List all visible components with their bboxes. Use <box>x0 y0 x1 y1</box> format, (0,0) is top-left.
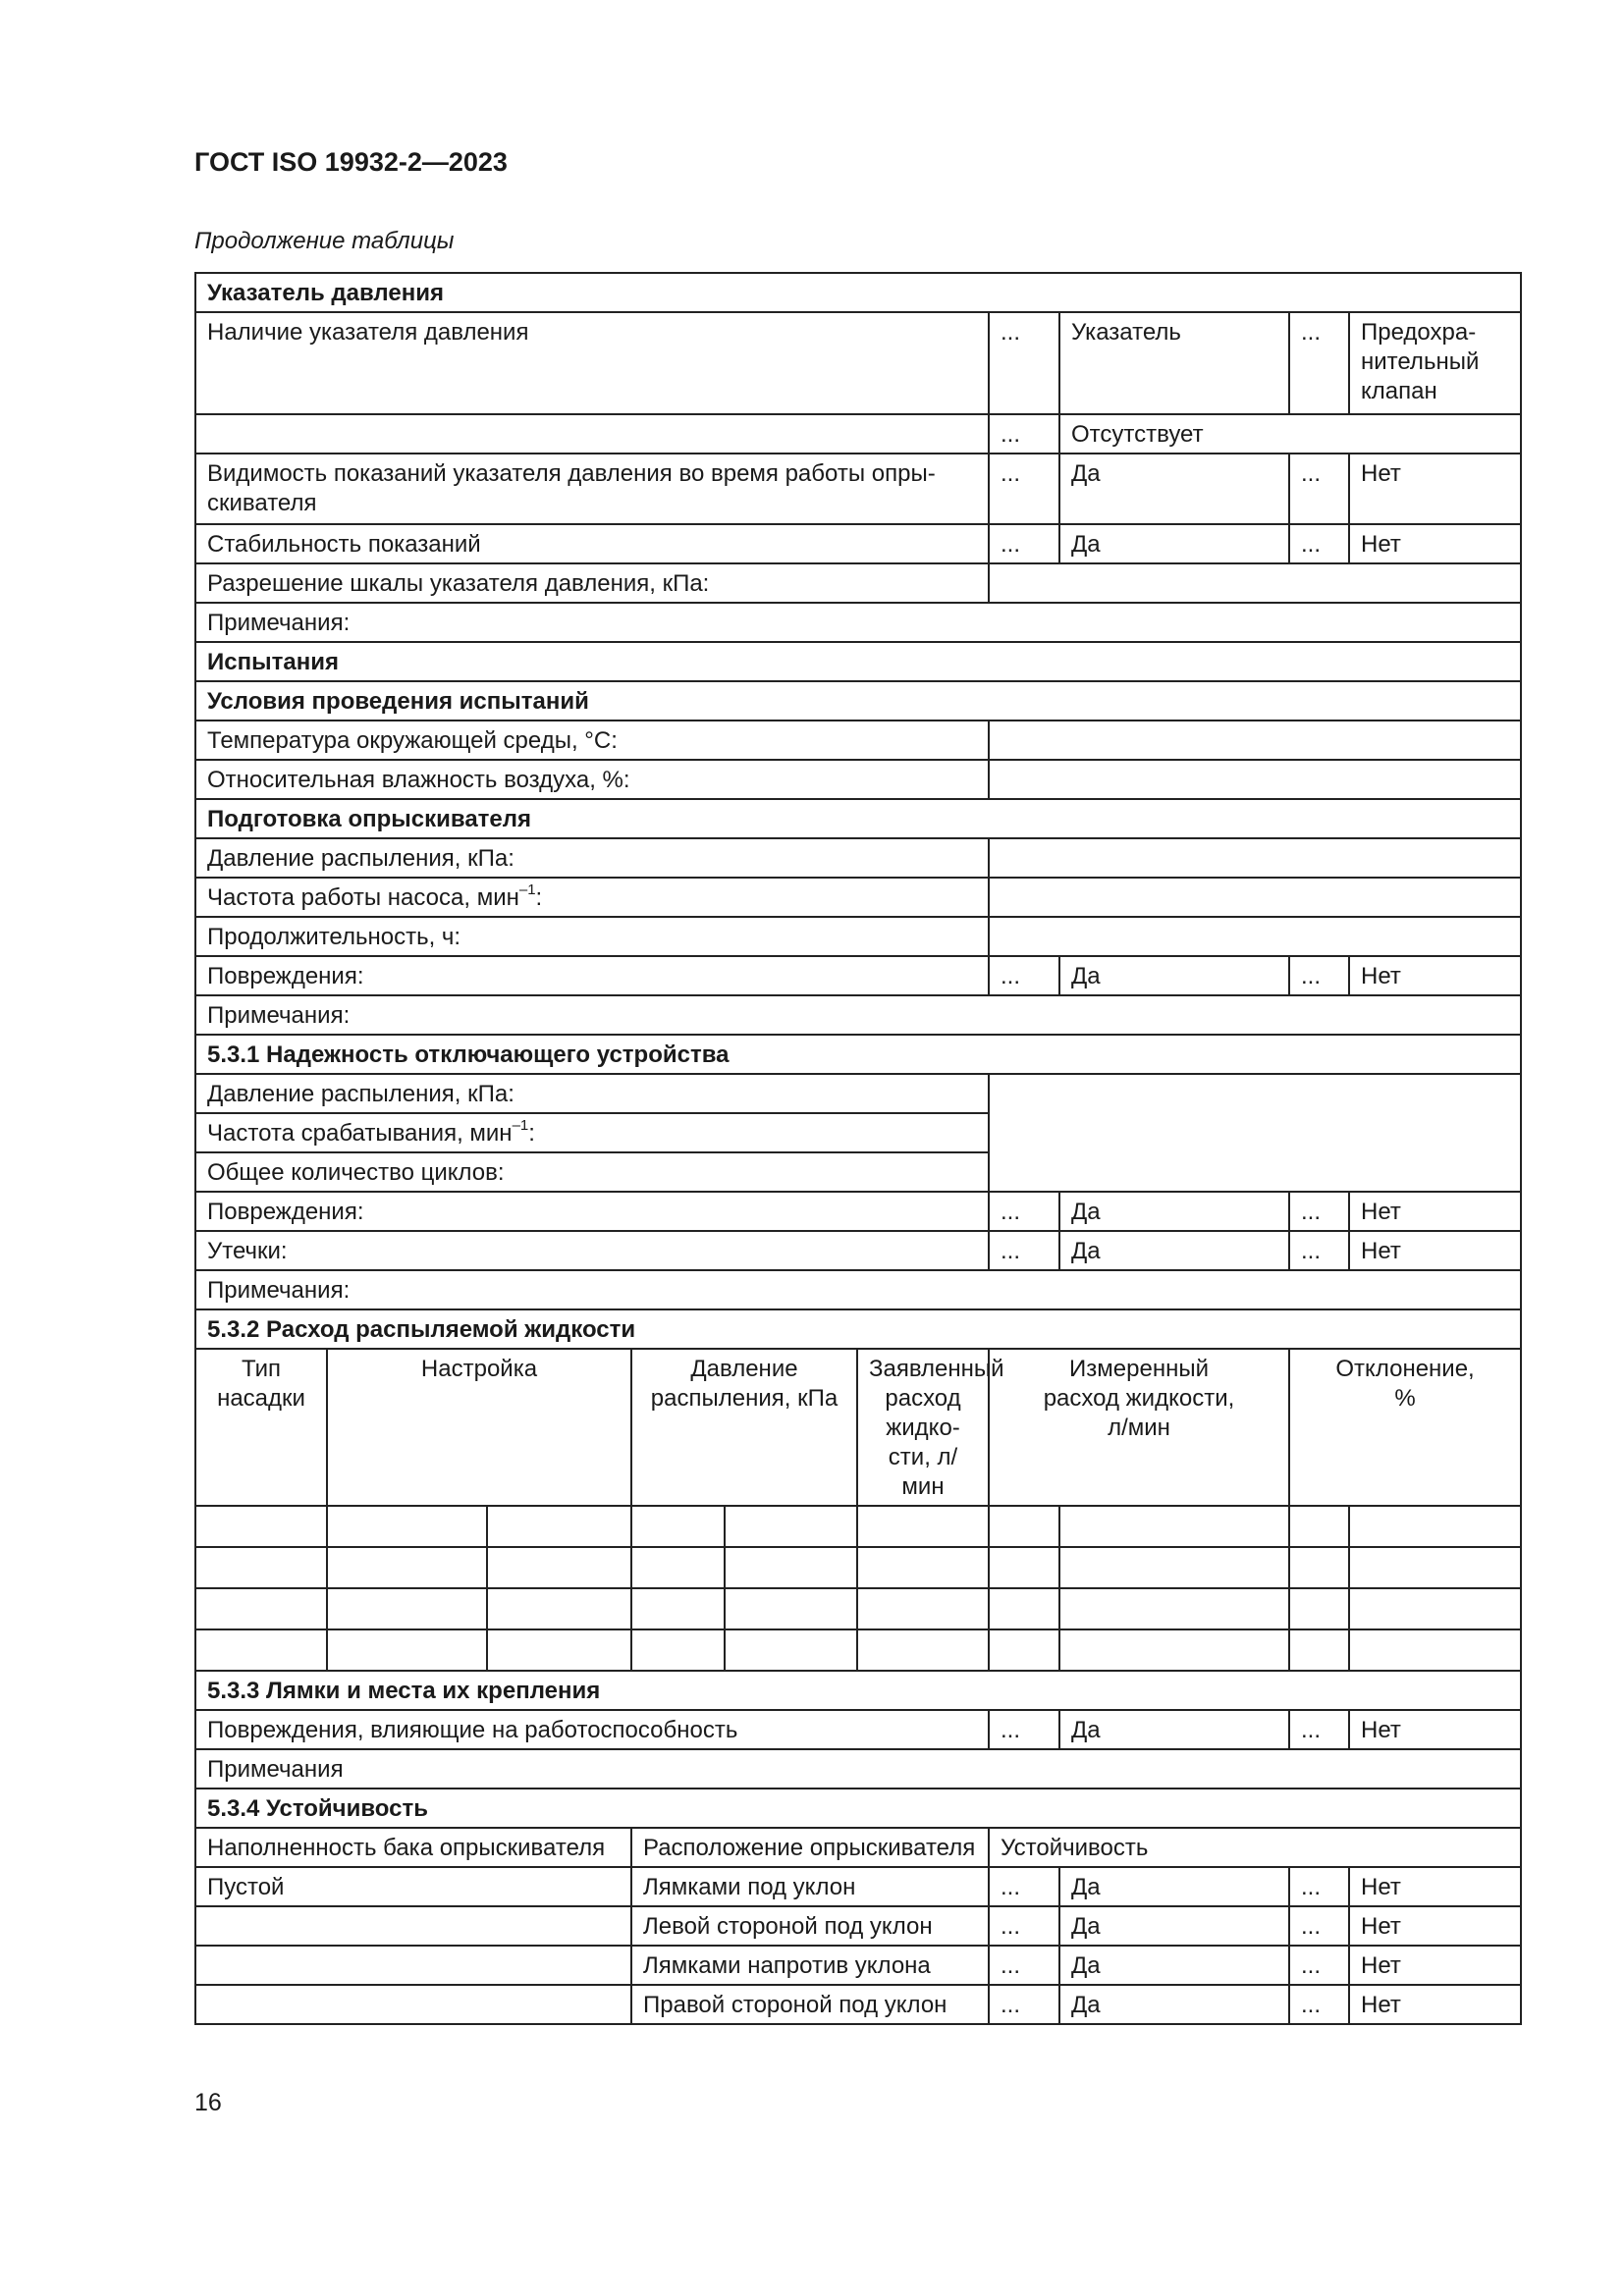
flow-cell[interactable] <box>1349 1506 1521 1547</box>
flow-cell[interactable] <box>857 1547 989 1588</box>
fill-empty-label: Пустой <box>195 1867 631 1906</box>
col-nozzle-type: Тип насадки <box>195 1349 327 1506</box>
straps-damage-no-mark[interactable]: ... <box>1289 1710 1349 1749</box>
stability-yes-label: Да <box>1059 524 1289 563</box>
stability-label: Стабильность показаний <box>195 524 989 563</box>
flow-cell[interactable] <box>1289 1547 1349 1588</box>
flow-cell[interactable] <box>1289 1629 1349 1671</box>
straps-damage-no-label: Нет <box>1349 1710 1521 1749</box>
stability-no-label: Нет <box>1349 524 1521 563</box>
shutoff-damage-label: Повреждения: <box>195 1192 989 1231</box>
visibility-label: Видимость показаний указателя давления во время работы опры- скивателя <box>195 454 989 524</box>
gauge-option-mark[interactable]: ... <box>989 312 1059 414</box>
flow-cell[interactable] <box>725 1588 857 1629</box>
absent-option-label: Отсутствует <box>1059 414 1521 454</box>
position-label: Левой стороной под уклон <box>631 1906 989 1946</box>
shutoff-damage-no-mark[interactable]: ... <box>1289 1192 1349 1231</box>
flow-cell[interactable] <box>725 1629 857 1671</box>
col-declared-flow: Заявленный расход жидко- сти, л/мин <box>857 1349 989 1506</box>
flow-cell[interactable] <box>487 1588 631 1629</box>
flow-cell[interactable] <box>327 1547 487 1588</box>
flow-cell[interactable] <box>989 1629 1059 1671</box>
flow-cell[interactable] <box>1059 1629 1289 1671</box>
visibility-no-mark[interactable]: ... <box>1289 454 1349 524</box>
section-title-5-3-3: 5.3.3 Лямки и места их крепления <box>195 1671 1521 1710</box>
flow-cell[interactable] <box>1289 1588 1349 1629</box>
flow-cell[interactable] <box>487 1629 631 1671</box>
stability-yes-label: Да <box>1059 1867 1289 1906</box>
stability-yes-mark[interactable]: ... <box>989 1867 1059 1906</box>
visibility-no-label: Нет <box>1349 454 1521 524</box>
prep-damage-yes-label: Да <box>1059 956 1289 995</box>
subsection-title-conditions: Условия проведения испытаний <box>195 681 1521 721</box>
prep-damage-label: Повреждения: <box>195 956 989 995</box>
leaks-no-label: Нет <box>1349 1231 1521 1270</box>
stability-yes-mark[interactable]: ... <box>989 1946 1059 1985</box>
valve-option-mark[interactable]: ... <box>1289 312 1349 414</box>
col-measured-flow: Измеренный расход жидкости, л/мин <box>989 1349 1289 1506</box>
flow-cell[interactable] <box>1349 1629 1521 1671</box>
stability-no-label: Нет <box>1349 1946 1521 1985</box>
trigger-frequency-label: Частота срабатывания, мин$^{-1}$: <box>195 1113 989 1152</box>
position-label: Лямками напротив уклона <box>631 1946 989 1985</box>
flow-cell[interactable] <box>631 1629 725 1671</box>
flow-cell[interactable] <box>989 1547 1059 1588</box>
stability-yes-label: Да <box>1059 1985 1289 2024</box>
section-title-5-3-1: 5.3.1 Надежность отключающего устройства <box>195 1035 1521 1074</box>
flow-cell[interactable] <box>195 1506 327 1547</box>
section-title-tests: Испытания <box>195 642 1521 681</box>
shutoff-notes[interactable]: Примечания: <box>195 1270 1521 1309</box>
stability-yes-mark[interactable]: ... <box>989 1985 1059 2024</box>
straps-damage-yes-label: Да <box>1059 1710 1289 1749</box>
shutoff-spray-pressure-label: Давление распыления, кПа: <box>195 1074 989 1113</box>
flow-cell[interactable] <box>989 1588 1059 1629</box>
stability-yes-mark[interactable]: ... <box>989 524 1059 563</box>
section-title-pressure-gauge: Указатель давления <box>195 273 1521 312</box>
flow-cell[interactable] <box>857 1629 989 1671</box>
stability-no-label: Нет <box>1349 1985 1521 2024</box>
stability-no-label: Нет <box>1349 1906 1521 1946</box>
flow-cell[interactable] <box>989 1506 1059 1547</box>
flow-cell[interactable] <box>195 1547 327 1588</box>
col-setting: Настройка <box>327 1349 631 1506</box>
position-label: Правой стороной под уклон <box>631 1985 989 2024</box>
flow-cell[interactable] <box>631 1588 725 1629</box>
flow-cell[interactable] <box>327 1588 487 1629</box>
prep-damage-no-label: Нет <box>1349 956 1521 995</box>
shutoff-damage-no-label: Нет <box>1349 1192 1521 1231</box>
flow-cell[interactable] <box>1289 1506 1349 1547</box>
gauge-option-label: Указатель <box>1059 312 1289 414</box>
flow-cell[interactable] <box>631 1547 725 1588</box>
flow-cell[interactable] <box>327 1629 487 1671</box>
flow-cell[interactable] <box>195 1588 327 1629</box>
flow-cell[interactable] <box>1349 1547 1521 1588</box>
prep-damage-yes-mark[interactable]: ... <box>989 956 1059 995</box>
flow-cell[interactable] <box>1349 1588 1521 1629</box>
flow-cell[interactable] <box>1059 1506 1289 1547</box>
col-spray-pressure: Давление распыления, кПа <box>631 1349 857 1506</box>
flow-cell[interactable] <box>1059 1547 1289 1588</box>
table-caption: Продолжение таблицы <box>194 228 455 254</box>
humidity-label: Относительная влажность воздуха, %: <box>195 760 989 799</box>
absent-option-mark[interactable]: ... <box>989 414 1059 454</box>
flow-cell[interactable] <box>725 1506 857 1547</box>
page-number: 16 <box>194 2089 222 2116</box>
col-position: Расположение опрыскивателя <box>631 1828 989 1867</box>
shutoff-damage-yes-label: Да <box>1059 1192 1289 1231</box>
prep-spray-pressure-value[interactable] <box>989 838 1521 878</box>
duration-value[interactable] <box>989 917 1521 956</box>
col-stability: Устойчивость <box>989 1828 1521 1867</box>
shutoff-values[interactable] <box>989 1074 1521 1192</box>
position-label: Лямками под уклон <box>631 1867 989 1906</box>
empty-cell <box>195 1985 631 2024</box>
empty-cell <box>195 1906 631 1946</box>
flow-cell[interactable] <box>327 1506 487 1547</box>
section-title-5-3-2: 5.3.2 Расход распыляемой жидкости <box>195 1309 1521 1349</box>
prep-notes[interactable]: Примечания: <box>195 995 1521 1035</box>
leaks-no-mark[interactable]: ... <box>1289 1231 1349 1270</box>
duration-label: Продолжительность, ч: <box>195 917 989 956</box>
prep-spray-pressure-label: Давление распыления, кПа: <box>195 838 989 878</box>
stability-no-mark[interactable]: ... <box>1289 524 1349 563</box>
leaks-yes-label: Да <box>1059 1231 1289 1270</box>
flow-cell[interactable] <box>1059 1588 1289 1629</box>
flow-cell[interactable] <box>487 1506 631 1547</box>
temperature-label: Температура окружающей среды, °С: <box>195 721 989 760</box>
stability-no-mark[interactable]: ... <box>1289 1946 1349 1985</box>
stability-no-mark[interactable]: ... <box>1289 1985 1349 2024</box>
humidity-value[interactable] <box>989 760 1521 799</box>
col-deviation: Отклонение, % <box>1289 1349 1521 1506</box>
stability-yes-label: Да <box>1059 1906 1289 1946</box>
valve-option-label: Предохра- нительный клапан <box>1349 312 1521 414</box>
gauge-notes[interactable]: Примечания: <box>195 603 1521 642</box>
straps-damage-yes-mark[interactable]: ... <box>989 1710 1059 1749</box>
subsection-title-prep: Подготовка опрыскивателя <box>195 799 1521 838</box>
stability-no-label: Нет <box>1349 1867 1521 1906</box>
visibility-yes-label: Да <box>1059 454 1289 524</box>
stability-no-mark[interactable]: ... <box>1289 1906 1349 1946</box>
straps-damage-label: Повреждения, влияющие на работоспособность <box>195 1710 989 1749</box>
leaks-label: Утечки: <box>195 1231 989 1270</box>
visibility-yes-mark[interactable]: ... <box>989 454 1059 524</box>
pump-frequency-value[interactable] <box>989 878 1521 917</box>
flow-cell[interactable] <box>857 1506 989 1547</box>
straps-notes[interactable]: Примечания <box>195 1749 1521 1789</box>
stability-yes-mark[interactable]: ... <box>989 1906 1059 1946</box>
gauge-presence-label: Наличие указателя давления <box>195 312 989 414</box>
empty-cell <box>195 1946 631 1985</box>
temperature-value[interactable] <box>989 721 1521 760</box>
empty-cell <box>195 414 989 454</box>
stability-yes-label: Да <box>1059 1946 1289 1985</box>
flow-cell[interactable] <box>857 1588 989 1629</box>
document-header: ГОСТ ISO 19932-2—2023 <box>194 147 508 177</box>
leaks-yes-mark[interactable]: ... <box>989 1231 1059 1270</box>
flow-cell[interactable] <box>631 1506 725 1547</box>
inspection-table <box>194 272 1522 2025</box>
col-tank-fill: Наполненность бака опрыскивателя <box>195 1828 631 1867</box>
resolution-value[interactable] <box>989 563 1521 603</box>
pump-frequency-label: Частота работы насоса, мин$^{-1}$: <box>195 878 989 917</box>
cycles-label: Общее количество циклов: <box>195 1152 989 1192</box>
resolution-label: Разрешение шкалы указателя давления, кПа: <box>195 563 989 603</box>
flow-cell[interactable] <box>195 1629 327 1671</box>
flow-cell[interactable] <box>487 1547 631 1588</box>
section-title-5-3-4: 5.3.4 Устойчивость <box>195 1789 1521 1828</box>
flow-cell[interactable] <box>725 1547 857 1588</box>
prep-damage-no-mark[interactable]: ... <box>1289 956 1349 995</box>
shutoff-damage-yes-mark[interactable]: ... <box>989 1192 1059 1231</box>
stability-no-mark[interactable]: ... <box>1289 1867 1349 1906</box>
